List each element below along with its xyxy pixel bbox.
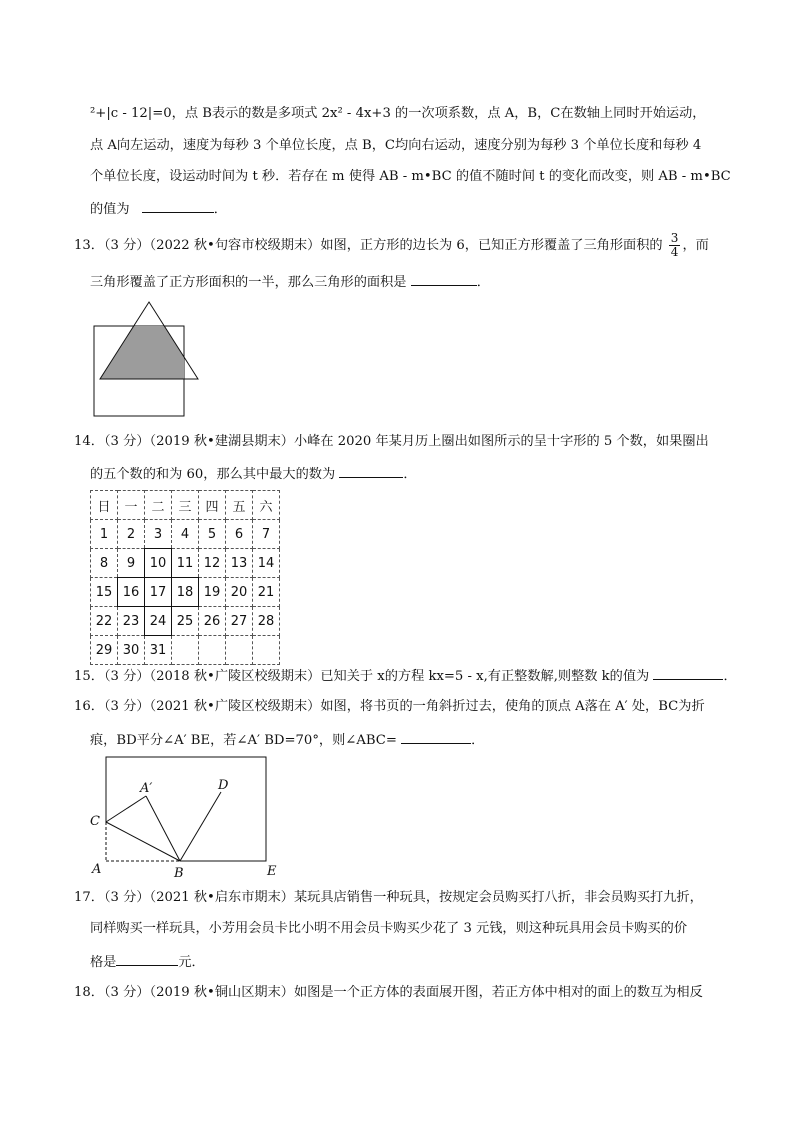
label-a: A: [92, 862, 102, 877]
weekday-cell: 四: [199, 491, 226, 520]
q13-line-2: 三角形覆盖了正方形面积的一半，那么三角形的面积是 ．: [90, 271, 490, 293]
label-a-prime: A′: [140, 781, 153, 796]
day-cell: 11: [172, 549, 199, 578]
day-cell: 20: [226, 578, 253, 607]
day-cell: 21: [253, 578, 280, 607]
calendar-header-row: [91, 491, 280, 520]
calendar-row: [91, 520, 280, 549]
q14-line-1: 14．（3 分）（2019 秋•建湖县期末）小峰在 2020 年某月历上圈出如图所示的呈十字形的 5 个数，如果圈出: [74, 434, 709, 449]
fraction: [669, 232, 681, 259]
day-cell: 7: [253, 520, 280, 549]
day-cell: 19: [199, 578, 226, 607]
weekday-cell: 日: [91, 491, 118, 520]
square-triangle-figure: [88, 300, 203, 420]
day-cell: [226, 636, 253, 665]
q13-line-1-end: ，而: [682, 238, 709, 253]
calendar-row: [91, 578, 280, 607]
q17-line-3-end: 元．: [178, 955, 205, 970]
q16-line-2: 痕，BD平分∠A′ BE，若∠A′ BD=70°，则∠ABC= ．: [90, 729, 484, 751]
day-cell: 1: [91, 520, 118, 549]
day-cell: 13: [226, 549, 253, 578]
answer-blank: [411, 271, 477, 286]
q12-line-1: ²+|c - 12|=0，点 B表示的数是多项式 2x² - 4x+3 的一次项系数，点 A，B，C在数轴上同时开始运动，: [90, 106, 706, 121]
q15-line-1-text: 15．（3 分）（2018 秋•广陵区校级期末）已知关于 x的方程 kx=5 - x,有正整数解,则整数 k的值为: [74, 669, 650, 684]
day-cell: 12: [199, 549, 226, 578]
weekday-cell: 五: [226, 491, 253, 520]
folded-edge-ab: [146, 796, 180, 861]
day-cell: 28: [253, 607, 280, 636]
day-cell: 27: [226, 607, 253, 636]
q18-line-1: 18．（3 分）（2019 秋•铜山区期末）如图是一个正方体的表面展开图，若正方体中相对的面上的数互为相反: [74, 985, 703, 1000]
calendar-row: [91, 607, 280, 636]
weekday-cell: 一: [118, 491, 145, 520]
answer-blank: [401, 729, 471, 744]
day-cell: 25: [172, 607, 199, 636]
day-cell: 4: [172, 520, 199, 549]
q12-line-3: 个单位长度，设运动时间为 t 秒．若存在 m 使得 AB - m•BC 的值不随时间 t 的变化而改变，则 AB - m•BC: [90, 169, 731, 184]
fraction-denominator: 4: [670, 245, 679, 259]
day-cell: 22: [91, 607, 118, 636]
circled-day-cell: 18: [172, 578, 199, 607]
day-cell: 31: [145, 636, 172, 665]
label-b: B: [174, 866, 184, 881]
answer-blank: [116, 951, 178, 966]
q16-line-2-text: 痕，BD平分∠A′ BE，若∠A′ BD=70°，则∠ABC=: [90, 733, 397, 748]
q17-line-3-start: 格是: [90, 955, 117, 970]
label-c: C: [90, 814, 100, 829]
day-cell: 15: [91, 578, 118, 607]
calendar-table: [90, 490, 280, 665]
answer-blank: [653, 665, 723, 680]
weekday-cell: 六: [253, 491, 280, 520]
q17-line-2: 同样购买一样玩具，小芳用会员卡比小明不用会员卡购买少花了 3 元钱，则这种玩具用会员卡购买的价: [90, 921, 688, 936]
circled-day-cell: 16: [118, 578, 145, 607]
q17-line-3: [90, 951, 205, 973]
q14-line-2: 的五个数的和为 60，那么其中最大的数为 ．: [90, 463, 417, 485]
answer-blank: [339, 463, 403, 478]
q13-line-1-text: 13．（3 分）（2022 秋•句容市校级期末）如图，正方形的边长为 6，已知正方形覆盖了三角形面积的: [74, 238, 663, 253]
day-cell: 23: [118, 607, 145, 636]
day-cell: 8: [91, 549, 118, 578]
q16-line-1: 16．（3 分）（2021 秋•广陵区校级期末）如图，将书页的一角斜折过去，使角的顶点 A落在 A′ 处，BC为折: [74, 699, 705, 714]
day-cell: 26: [199, 607, 226, 636]
day-cell: 6: [226, 520, 253, 549]
q13-line-1: [74, 232, 709, 259]
page-outline: [106, 757, 266, 861]
overlap-region: [100, 302, 198, 379]
folded-edge-ca: [106, 796, 146, 822]
calendar-row: [91, 549, 280, 578]
day-cell: 2: [118, 520, 145, 549]
label-e: E: [267, 864, 277, 879]
day-cell: 30: [118, 636, 145, 665]
q17-line-1: 17．（3 分）（2021 秋•启东市期末）某玩具店销售一种玩具，按规定会员购买打八折，非会员购买打九折，: [74, 890, 703, 905]
day-cell: [199, 636, 226, 665]
q12-line-2: 点 A向左运动，速度为每秒 3 个单位长度，点 B，C均向右运动，速度分别为每秒 3 个单位长度和每秒 4: [90, 138, 702, 153]
day-cell: 9: [118, 549, 145, 578]
circled-day-cell: 24: [145, 607, 172, 636]
folded-page-figure: [88, 754, 288, 882]
fold-crease-bc: [106, 822, 180, 861]
q14-line-2-text: 的五个数的和为 60，那么其中最大的数为: [90, 467, 336, 482]
fraction-numerator: 3: [670, 231, 679, 245]
circled-day-cell: 17: [145, 578, 172, 607]
q12-line-4-text: 的值为: [90, 202, 130, 217]
calendar-row: [91, 636, 280, 665]
weekday-cell: 三: [172, 491, 199, 520]
day-cell: [172, 636, 199, 665]
q15-line-1: 15．（3 分）（2018 秋•广陵区校级期末）已知关于 x的方程 kx=5 - x,有正整数解,则整数 k的值为 ．: [74, 665, 737, 687]
bisector-bd: [180, 792, 221, 861]
q13-line-2-text: 三角形覆盖了正方形面积的一半，那么三角形的面积是: [90, 275, 407, 290]
circled-day-cell: 10: [145, 549, 172, 578]
day-cell: 5: [199, 520, 226, 549]
day-cell: 29: [91, 636, 118, 665]
answer-blank: [142, 198, 214, 213]
label-d: D: [218, 778, 229, 793]
q12-line-4: 的值为 ．: [90, 198, 227, 220]
day-cell: 14: [253, 549, 280, 578]
day-cell: [253, 636, 280, 665]
day-cell: 3: [145, 520, 172, 549]
weekday-cell: 二: [145, 491, 172, 520]
